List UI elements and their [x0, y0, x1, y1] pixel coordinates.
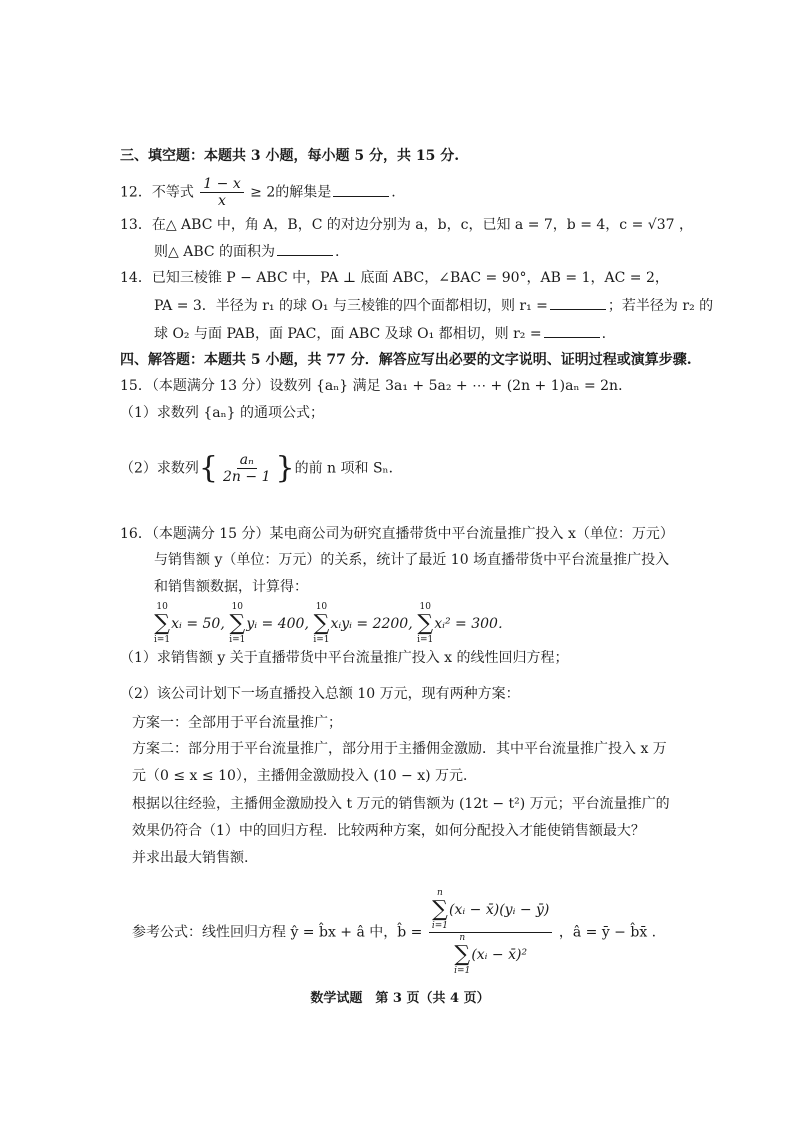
question-14-line-3: 球 O₂ 与面 PAB，面 PAC，面 ABC 及球 O₁ 都相切，则 r₂ = .: [154, 323, 606, 344]
question-15-part-1: （1）求数列 {aₙ} 的通项公式；: [120, 405, 325, 421]
q15-fraction: [220, 452, 273, 485]
sum-1-expression: xᵢ = 50,: [171, 616, 225, 632]
q12-pre: 不等式: [151, 184, 194, 201]
question-14-line-1: 14．已知三棱锥 P − ABC 中，PA ⊥ 底面 ABC，∠BAC = 90°，AB = 1，AC = 2，: [120, 270, 669, 286]
question-15-stem: 15．（本题满分 13 分）设数列 {aₙ} 满足 3a₁ + 5a₂ + ⋯ + (2n + 1)aₙ = 2n．: [120, 378, 633, 394]
plan-1: 方案一：全部用于平台流量推广；: [132, 715, 342, 731]
ref-post: ，â = ȳ − b̂x̄ .: [558, 924, 657, 941]
section-3-header: 三、填空题：本题共 3 小题，每小题 5 分，共 15 分.: [120, 148, 460, 164]
ref-num-expression: (xᵢ − x̄)(yᵢ − ȳ): [449, 902, 550, 918]
question-13-line-1: 13．在△ ABC 中，角 A，B，C 的对边分别为 a，b，c，已知 a = 7，b = 4，c = √37 ，: [120, 217, 693, 233]
ref-fraction: [429, 888, 553, 977]
ref-den-sigma: n ∑ i=1: [454, 933, 471, 976]
question-13-line-2: 则△ ABC 的面积为 .: [154, 241, 340, 262]
q12-number: 12．: [120, 184, 152, 201]
section-4-header: 四、解答题：本题共 5 小题，共 77 分．解答应写出必要的文字说明、证明过程或演算步骤.: [120, 352, 692, 368]
q14-line2-a: PA = 3．半径为 r₁ 的球 O₁ 与三棱锥的四个面都相切，则 r₁ =: [154, 298, 548, 314]
ref-den-expression: (xᵢ − x̄)²: [471, 947, 528, 963]
q12-post: 的解集是: [275, 184, 332, 201]
q14-line2-b: ；若半径为 r₂ 的: [607, 298, 714, 314]
question-16-line-3: 和销售额数据，计算得：: [154, 579, 308, 595]
sum-4-expression: xᵢ² = 300．: [434, 616, 512, 632]
question-14-line-2: [154, 295, 713, 316]
q15-right-brace: }: [275, 450, 295, 486]
q12-fraction-denominator: x: [218, 193, 226, 209]
plan-2-line-1: 方案二：部分用于平台流量推广，部分用于主播佣金激励．其中平台流量推广投入 x 万: [132, 741, 667, 757]
reference-formula: [132, 888, 656, 977]
q13-line2-text: 则△ ABC 的面积为: [154, 244, 276, 260]
sum-2-sigma: 10 ∑ i=1: [229, 602, 246, 645]
q15-fraction-numerator: aₙ: [237, 452, 257, 469]
sum-4-sigma: 10 ∑ i=1: [417, 602, 434, 645]
sum-2-expression: yᵢ = 400,: [246, 616, 309, 632]
sum-3-expression: xᵢyᵢ = 2200,: [330, 616, 413, 632]
q15-part2-pre: （2）求数列: [120, 460, 199, 477]
question-15-part-2: [120, 452, 403, 485]
sum-3-sigma: 10 ∑ i=1: [313, 602, 330, 645]
sum-1-sigma: 10 ∑ i=1: [154, 602, 171, 645]
q15-left-brace: {: [198, 450, 219, 486]
experience-line-2: 效果仍符合（1）中的回归方程．比较两种方案，如何分配投入才能使销售额最大？: [132, 823, 645, 839]
ref-numerator: [429, 888, 553, 933]
q14-r2-blank: [544, 323, 600, 338]
q12-relation: ≥ 2: [250, 184, 276, 201]
q15-fraction-denominator: 2n − 1: [223, 469, 271, 485]
q14-r1-blank: [550, 295, 606, 310]
question-12: 12．不等式 $\frac{1 - x}{x}$ ≥ 2的解集是 .: [120, 176, 396, 209]
ref-denominator: [451, 933, 530, 977]
question-16-line-1: 16．（本题满分 15 分）某电商公司为研究直播带货中平台流量推广投入 x（单位：万元）: [120, 526, 674, 542]
q12-fraction: [200, 176, 243, 209]
q12-answer-blank: [333, 182, 389, 197]
question-16-part-1: （1）求销售额 y 关于直播带货中平台流量推广投入 x 的线性回归方程；: [120, 650, 569, 666]
plan-2-line-2: 元（0 ≤ x ≤ 10），主播佣金激励投入 (10 − x) 万元．: [132, 768, 478, 784]
q15-part2-post: 的前 n 项和 Sₙ．: [294, 460, 403, 477]
question-16-part-2: （2）该公司计划下一场直播投入总额 10 万元，现有两种方案：: [120, 686, 520, 702]
q14-line3-a: 球 O₂ 与面 PAB，面 PAC，面 ABC 及球 O₁ 都相切，则 r₂ =: [154, 326, 542, 342]
question-16-line-2: 与销售额 y（单位：万元）的关系，统计了最近 10 场直播带货中平台流量推广投入: [154, 552, 670, 568]
ref-pre: 参考公式：线性回归方程 ŷ = b̂x + â 中，b̂ =: [132, 924, 423, 941]
q12-fraction-numerator: 1 − x: [200, 176, 243, 193]
question-16-sums: [154, 602, 512, 646]
ref-num-sigma: n ∑ i=1: [431, 888, 449, 931]
page-footer: 数学试题 第 3 页（共 4 页）: [310, 991, 490, 1006]
experience-line-3: 并求出最大销售额.: [132, 850, 249, 866]
experience-line-1: 根据以往经验，主播佣金激励投入 t 万元的销售额为 (12t − t²) 万元；平台流量推广的: [132, 796, 670, 812]
q13-answer-blank: [277, 241, 333, 256]
